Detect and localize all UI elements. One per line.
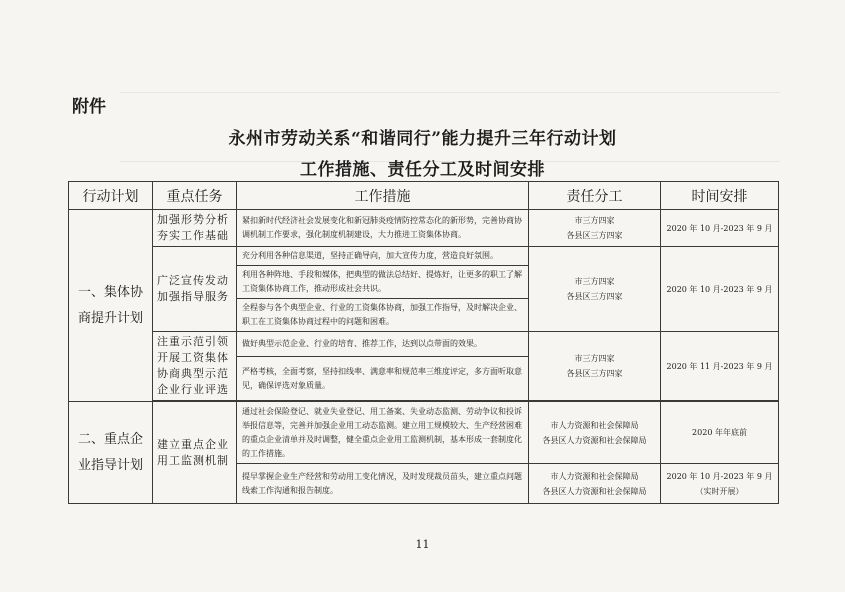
measure-cell: 通过社会保险登记、就业失业登记、用工备案、失业动态监测、劳动争议和投诉举报信息等，完善并加强企业用工动态监测。建立用工规模较大、生产经营困难的重点企业清单并及时调整，健全重点企业用工监测机制，基本形成一套制度化的工作措施。 bbox=[237, 402, 529, 464]
responsibility-cell: 市三方四家 各县区三方四家 bbox=[529, 210, 661, 247]
responsibility-cell: 市三方四家 各县区三方四家 bbox=[529, 332, 661, 401]
document-subtitle: 工作措施、责任分工及时间安排 bbox=[300, 160, 545, 180]
task-cell: 广泛宣传发动加强指导服务 bbox=[153, 247, 237, 332]
header-responsibility: 责任分工 bbox=[529, 182, 661, 210]
time-cell: 2020 年 10 月-2023 年 9 月 bbox=[661, 210, 779, 247]
task-cell: 加强形势分析夯实工作基础 bbox=[153, 210, 237, 247]
table-row bbox=[69, 247, 779, 266]
table-row bbox=[69, 402, 779, 464]
measure-cell: 严格考核，全面考察，坚持扣线率、满意率和规范率三维度评定，多方面听取意见，确保评选对象质量。 bbox=[237, 357, 529, 401]
header-measures: 工作措施 bbox=[237, 182, 529, 210]
table-header-row bbox=[69, 182, 779, 210]
task-cell: 注重示范引领开展工资集体协商典型示范企业行业评选 bbox=[153, 332, 237, 401]
responsibility-cell: 市人力资源和社会保障局 各县区人力资源和社会保障局 bbox=[529, 464, 661, 504]
time-cell: 2020 年 10 月-2023 年 9 月 （实时开展） bbox=[661, 464, 779, 504]
measure-cell: 提早掌握企业生产经营和劳动用工变化情况，及时发现裁员苗头，建立重点问题线索工作沟通和报告制度。 bbox=[237, 464, 529, 504]
header-task: 重点任务 bbox=[153, 182, 237, 210]
measure-cell: 利用各种阵地、手段和媒体，把典型的做法总结好、提炼好，让更多的职工了解工资集体协商工作，推动形成社会共识。 bbox=[237, 266, 529, 299]
page-number: 11 bbox=[415, 538, 430, 551]
measure-cell: 紧扣新时代经济社会发展变化和新冠肺炎疫情防控常态化的新形势，完善协商协调机制工作要求，强化制度机制建设，大力推进工资集体协商。 bbox=[237, 210, 529, 247]
task-cell: 建立重点企业用工监测机制 bbox=[153, 402, 237, 504]
plan-cell: 一、集体协商提升计划 bbox=[69, 210, 153, 402]
attachment-label: 附件 bbox=[72, 97, 106, 117]
action-plan-table bbox=[68, 181, 779, 504]
measure-cell: 充分利用各种信息渠道，坚持正确导向，加大宣传力度，营造良好氛围。 bbox=[237, 247, 529, 266]
responsibility-cell: 市三方四家 各县区三方四家 bbox=[529, 247, 661, 332]
table-row bbox=[69, 210, 779, 247]
header-schedule: 时间安排 bbox=[661, 182, 779, 210]
measure-cell: 做好典型示范企业、行业的培育、推荐工作，达到以点带面的效果。 bbox=[237, 332, 529, 357]
time-cell: 2020 年年底前 bbox=[661, 402, 779, 464]
responsibility-cell: 市人力资源和社会保障局 各县区人力资源和社会保障局 bbox=[529, 402, 661, 464]
measure-cell: 全程参与各个典型企业、行业的工资集体协商，加强工作指导，及时解决企业、职工在工资集体协商过程中的问题和困难。 bbox=[237, 299, 529, 332]
plan-cell: 二、重点企业指导计划 bbox=[69, 402, 153, 504]
table-row bbox=[69, 332, 779, 357]
time-cell: 2020 年 10 月-2023 年 9 月 bbox=[661, 247, 779, 332]
document-title: 永州市劳动关系“和谐同行”能力提升三年行动计划 bbox=[228, 129, 617, 149]
time-cell: 2020 年 11 月-2023 年 9 月 bbox=[661, 332, 779, 401]
header-plan: 行动计划 bbox=[69, 182, 153, 210]
